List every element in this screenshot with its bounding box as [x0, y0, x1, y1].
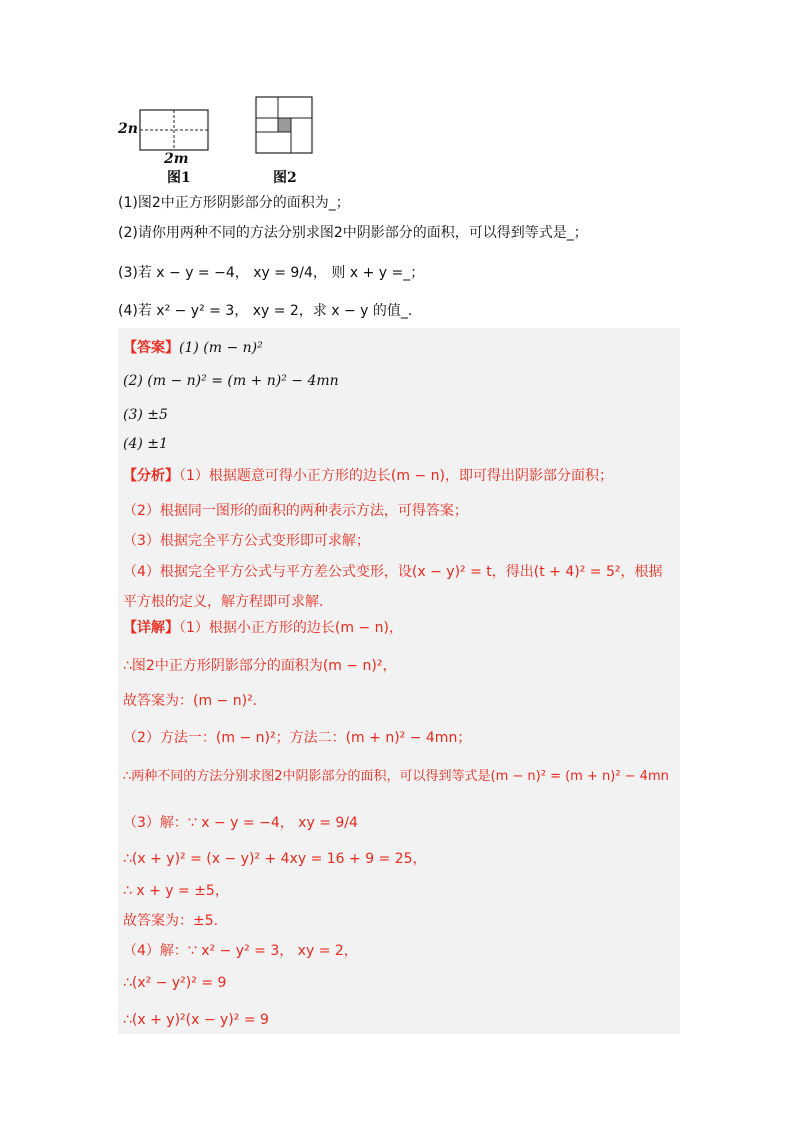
- answer-item-2: (2) (m − n)² = (m + n)² − 4mn: [123, 373, 339, 389]
- analysis-line-2: （2）根据同一图形的面积的两种表示方法，可得答案；: [123, 503, 468, 519]
- answer-item-4: (4) ±1: [123, 436, 168, 452]
- detail-line-12: ∴(x + y)²(x − y)² = 9: [123, 1012, 269, 1028]
- detail-tag: 【详解】: [123, 620, 179, 636]
- question-2: (2)请你用两种不同的方法分别求图2中阴影部分的面积，可以得到等式是_；: [118, 225, 588, 241]
- analysis-line-3: （3）根据完全平方公式变形即可求解；: [123, 533, 370, 549]
- analysis-line-1: 【分析】（1）根据题意可得小正方形的边长(m − n)，即可得出阴影部分面积；: [123, 468, 613, 484]
- answer-tag: 【答案】: [123, 340, 179, 356]
- detail-line-11: ∴(x² − y²)² = 9: [123, 975, 227, 991]
- fig1-bottom-label: 2m: [164, 151, 189, 167]
- question-4: (4)若 x² − y² = 3， xy = 2，求 x − y 的值_.: [118, 303, 413, 319]
- detail-line-4: （2）方法一：(m − n)²；方法二：(m + n)² − 4mn；: [123, 730, 472, 746]
- fig1-side-label: 2n: [118, 121, 138, 137]
- detail-line-5: ∴两种不同的方法分别求图2中阴影部分的面积，可以得到等式是(m − n)² = (m + n)² − 4mn: [123, 769, 669, 784]
- fig2-caption: 图2: [273, 170, 297, 186]
- figure-1-diagram: [118, 95, 338, 187]
- answer-section: [123, 337, 263, 357]
- detail-line-3: 故答案为：(m − n)².: [123, 693, 258, 709]
- analysis-line-4: （4）根据完全平方公式与平方差公式变形，设(x − y)² = t，得出(t + 4)² = 5²，根据平方根的定义，解方程即可求解.: [123, 564, 663, 610]
- fig1-caption: 图1: [167, 170, 191, 186]
- detail-line-6: （3）解：∵ x − y = −4， xy = 9/4: [123, 815, 358, 831]
- detail-line-10: （4）解：∵ x² − y² = 3， xy = 2，: [123, 943, 358, 959]
- detail-line-9: 故答案为：±5.: [123, 913, 219, 929]
- detail-line-1: 【详解】（1）根据小正方形的边长(m − n)，: [123, 620, 403, 636]
- detail-line-2: ∴图2中正方形阴影部分的面积为(m − n)²，: [123, 658, 397, 674]
- detail-line-8: ∴ x + y = ±5，: [123, 883, 229, 899]
- question-1: (1)图2中正方形阴影部分的面积为_；: [118, 195, 350, 211]
- question-3: (3)若 x − y = −4， xy = 9/4， 则 x + y =_；: [118, 265, 425, 281]
- answer-item-3: (3) ±5: [123, 407, 168, 423]
- figures: [118, 95, 338, 187]
- shaded-square: [278, 118, 291, 132]
- answer-item-1: (1) (m − n)²: [179, 340, 263, 356]
- analysis-tag: 【分析】: [123, 468, 179, 484]
- detail-line-7: ∴(x + y)² = (x − y)² + 4xy = 16 + 9 = 25，: [123, 851, 427, 867]
